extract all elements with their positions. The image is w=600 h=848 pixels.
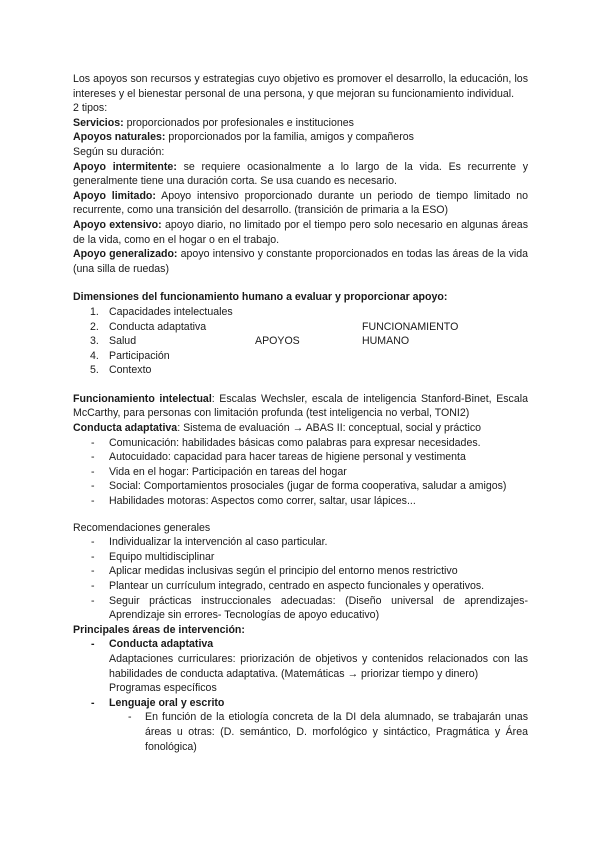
duration-text: se requiere ocasionalmente a lo largo de la vida. Es recurrente y generalmente tiene una duración corta. Se usa cuando es necesario. xyxy=(73,160,528,188)
spacer xyxy=(73,378,528,392)
conducta-text: Adaptaciones curriculares: priorización de objetivos y contenidos relacionados con las habilidades de conducta adaptativa. (Matemáticas → priorizar tiempo y dinero) xyxy=(109,652,528,680)
intelectual-term: Funcionamiento intelectual xyxy=(73,392,212,405)
duration-text: Apoyo intensivo proporcionado durante un periodo de tiempo limitado no recurrente, como una transición del desarrollo. (transición de primaria a la ESO) xyxy=(73,189,528,217)
list-item: - Equipo multidisciplinar xyxy=(73,550,528,565)
naturales-text: proporcionados por la familia, amigos y compañeros xyxy=(165,131,414,144)
types-label: 2 tipos: xyxy=(73,102,108,115)
intervencion-heading-text: Principales áreas de intervención: xyxy=(73,623,245,636)
dimensions-heading xyxy=(73,290,528,305)
list-item: - Seguir prácticas instruccionales adecuadas: (Diseño universal de aprendizajes-Aprendizaje sin errores- Tecnologías de apoyo educativo) xyxy=(73,594,528,623)
dimension-label: Salud xyxy=(109,335,137,348)
dimension-item xyxy=(73,320,528,335)
item-number: 2. xyxy=(90,320,99,333)
list-item: - Aplicar medidas inclusivas según el principio del entorno menos restrictivo xyxy=(73,564,528,579)
dimension-label: Conducta adaptativa xyxy=(109,320,207,333)
intervencion-heading xyxy=(73,623,528,638)
dimension-item xyxy=(73,334,528,349)
duration-extensivo xyxy=(73,218,528,247)
item-number: 4. xyxy=(90,349,99,362)
intervencion-lenguaje xyxy=(73,696,528,711)
intro-definition: Los apoyos son recursos y estrategias cuyo objetivo es promover el desarrollo, la educación, los intereses y el bienestar personal de una persona, y que mejoran su funcionamiento individual. xyxy=(73,73,528,100)
list-item: - Social: Comportamientos prosociales (jugar de forma cooperativa, saludar a amigos) xyxy=(73,479,528,494)
conducta-title: Conducta adaptativa xyxy=(109,638,214,651)
recomendaciones-list xyxy=(73,535,528,623)
lenguaje-title: Lenguaje oral y escrito xyxy=(109,696,225,709)
dimension-label: Contexto xyxy=(109,364,152,377)
servicios-text: proporcionados por profesionales e instituciones xyxy=(123,116,354,129)
dimension-item xyxy=(73,349,528,364)
naturales-term: Apoyos naturales: xyxy=(73,131,166,144)
funcionamiento-label: FUNCIONAMIENTO xyxy=(362,320,459,333)
list-item: - Individualizar la intervención al caso particular. xyxy=(73,535,528,550)
conducta-programas: Programas específicos xyxy=(109,682,217,695)
duration-term: Apoyo limitado: xyxy=(73,189,156,202)
humano-label: HUMANO xyxy=(362,335,410,348)
list-item: - Vida en el hogar: Participación en tareas del hogar xyxy=(73,465,528,480)
adaptativa-paragraph xyxy=(73,421,528,436)
lenguaje-text: En función de la etiología concreta de la DI dela alumnado, se trabajarán unas áreas u otras: (D. semántico, D. morfológico y sintáctico, Pragmática y Área fonológica) xyxy=(145,711,528,753)
adaptativa-term: Conducta adaptativa xyxy=(73,422,178,435)
servicios-term: Servicios: xyxy=(73,116,124,129)
servicios-line xyxy=(73,116,528,131)
duration-term: Apoyo extensivo: xyxy=(73,218,162,231)
adaptativa-list xyxy=(73,436,528,509)
dimensions-heading-text: Dimensiones del funcionamiento humano a evaluar y proporcionar apoyo: xyxy=(73,291,448,304)
duration-generalizado xyxy=(73,247,528,276)
intelectual-text: : Escalas Wechsler, escala de inteligencia Stanford-Binet, Escala McCarthy, para personas con limitación profunda (test inteligencia no verbal, TONI2) xyxy=(73,392,528,420)
item-number: 1. xyxy=(90,305,99,318)
list-marker: - xyxy=(91,696,95,709)
dimension-item xyxy=(73,363,528,378)
dimension-label: Participación xyxy=(109,349,170,362)
adaptativa-text: : Sistema de evaluación → ABAS II: conceptual, social y práctico xyxy=(177,422,482,435)
dimension-label: Capacidades intelectuales xyxy=(109,305,233,318)
list-marker: - xyxy=(128,711,132,724)
recomendaciones-heading: Recomendaciones generales xyxy=(73,521,211,534)
duration-label: Según su duración: xyxy=(73,145,165,158)
dimensions-list xyxy=(73,305,528,378)
duration-limitado xyxy=(73,189,528,218)
list-item: - Habilidades motoras: Aspectos como correr, saltar, usar lápices... xyxy=(73,494,528,509)
spacer xyxy=(73,509,528,521)
intelectual-paragraph xyxy=(73,392,528,421)
duration-term: Apoyo intermitente: xyxy=(73,160,177,173)
naturales-line xyxy=(73,130,528,145)
list-item: - Comunicación: habilidades básicas como palabras para expresar necesidades. xyxy=(73,436,528,451)
duration-text: apoyo diario, no limitado por el tiempo pero solo necesario en algunas áreas de la vida, como en el hogar o en el trabajo. xyxy=(73,218,528,246)
duration-intermitente xyxy=(73,160,528,189)
item-number: 5. xyxy=(90,364,99,377)
spacer xyxy=(73,276,528,290)
apoyos-label: APOYOS xyxy=(255,335,300,348)
item-number: 3. xyxy=(90,335,99,348)
list-marker: - xyxy=(91,638,95,651)
lenguaje-item xyxy=(73,710,528,754)
list-item: - Plantear un currículum integrado, centrado en aspecto funcionales y operativos. xyxy=(73,579,528,594)
intervencion-conducta xyxy=(73,637,528,652)
list-item: - Autocuidado: capacidad para hacer tareas de higiene personal y vestimenta xyxy=(73,450,528,465)
dimension-item xyxy=(73,305,528,320)
duration-term: Apoyo generalizado: xyxy=(73,248,178,261)
document-page xyxy=(73,72,528,754)
duration-text: apoyo intensivo y constante proporcionados en todas las áreas de la vida (una silla de ruedas) xyxy=(73,248,529,275)
